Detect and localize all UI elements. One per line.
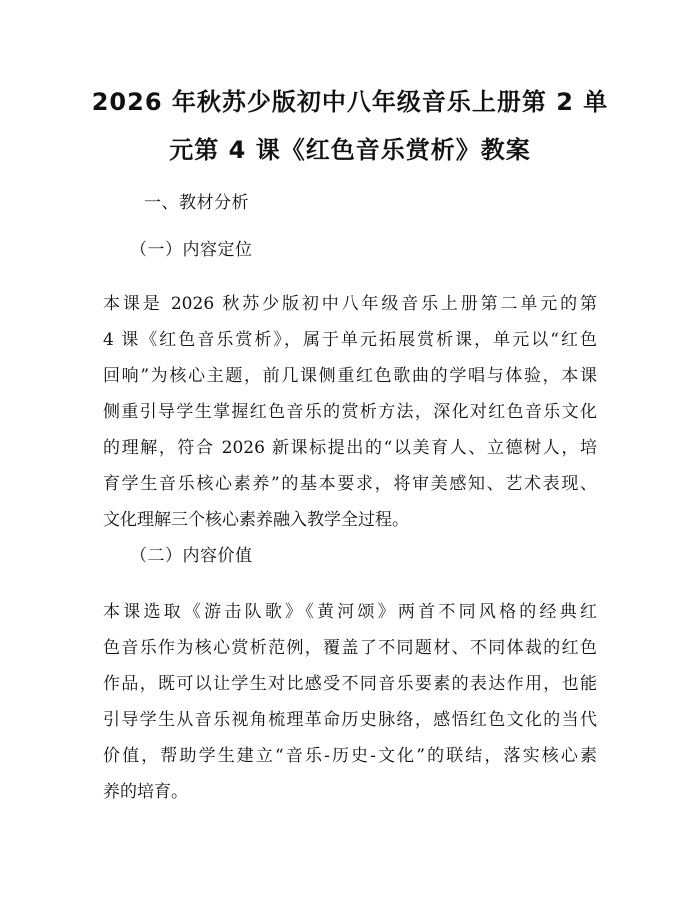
paragraph-content-value [103,594,597,810]
paragraph-line: 育学生音乐核心素养”的基本要求，将审美感知、艺术表现、 [103,474,597,494]
paragraph-line: 养的培育。 [103,782,188,802]
subsection-heading-content-positioning: （一）内容定位 [130,240,253,260]
subsection-heading-content-value: （二）内容价值 [130,546,253,566]
section-heading-textbook-analysis: 一、教材分析 [144,193,249,213]
paragraph-line: 侧重引导学生掌握红色音乐的赏析方法，深化对红色音乐文化 [103,402,597,422]
paragraph-line: 本课选取《游击队歌》《黄河颂》两首不同风格的经典红 [103,602,597,622]
paragraph-line: 引导学生从音乐视角梳理革命历史脉络，感悟红色文化的当代 [103,710,597,730]
document-title-line-2: 元第 4 课《红色音乐赏析》教案 [169,136,531,164]
paragraph-line: 文化理解三个核心素养融入教学全过程。 [103,510,409,530]
paragraph-line: 本课是 2026 秋苏少版初中八年级音乐上册第二单元的第 [103,294,597,314]
paragraph-line: 4 课《红色音乐赏析》，属于单元拓展赏析课，单元以“红色 [103,330,597,350]
paragraph-content-positioning [103,286,597,538]
paragraph-line: 色音乐作为核心赏析范例，覆盖了不同题材、不同体裁的红色 [103,638,597,658]
paragraph-line: 的理解，符合 2026 新课标提出的“以美育人、立德树人，培 [103,438,597,458]
document-title-line-1: 2026 年秋苏少版初中八年级音乐上册第 2 单 [91,88,609,116]
paragraph-line: 价值，帮助学生建立“音乐-历史-文化”的联结，落实核心素 [103,746,597,766]
paragraph-line: 回响”为核心主题，前几课侧重红色歌曲的学唱与体验，本课 [103,366,597,386]
paragraph-line: 作品，既可以让学生对比感受不同音乐要素的表达作用，也能 [103,674,597,694]
